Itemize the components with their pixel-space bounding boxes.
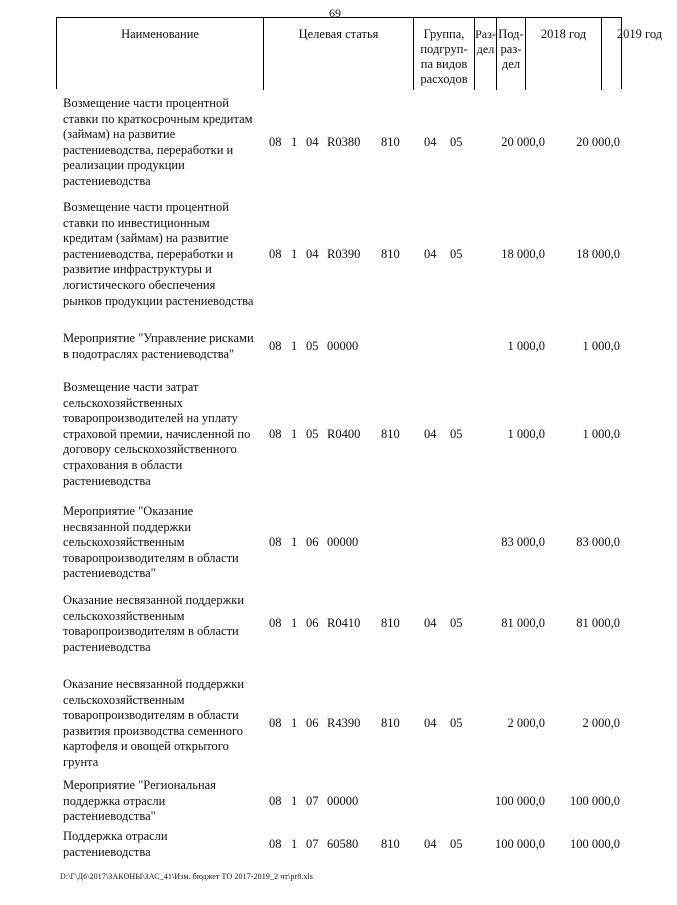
row-name-line: Возмещение части затрат [63, 380, 199, 394]
code-subprogram: 1 [291, 535, 298, 549]
row-name-line: несвязанной поддержки [63, 519, 192, 534]
row-name [63, 829, 263, 860]
row-name-line: сельскохозяйственным [63, 535, 185, 550]
code-event: 05 [306, 427, 319, 441]
row-name-line: растениеводства" [63, 566, 156, 581]
header-group [414, 18, 475, 90]
header-podrazdel-line: Под- [498, 27, 524, 41]
row-name-line: картофеля и овощей открытого [63, 739, 229, 754]
razdel: 04 [424, 427, 437, 441]
code-subprogram: 1 [291, 247, 298, 261]
expense-group: 810 [381, 837, 400, 851]
razdel: 04 [424, 837, 437, 851]
row-name-line: Мероприятие "Управление рисками [63, 331, 254, 345]
code-direction: 60580 [327, 837, 359, 851]
row-name-line: развития производства семенного [63, 723, 244, 738]
row-name-line: растениеводства [63, 473, 151, 488]
code-event: 07 [306, 837, 319, 851]
row-name-line: товаропроизводителям в области [63, 624, 239, 639]
code-subprogram: 1 [291, 837, 298, 851]
row-name-line: сельскохозяйственным [63, 692, 185, 707]
code-subprogram: 1 [291, 794, 298, 808]
header-podrazdel-line: раз- [500, 42, 522, 56]
code-event: 06 [306, 616, 319, 630]
amount-2019: 20 000,0 [576, 135, 620, 149]
row-name-line: растениеводства, переработки и [63, 142, 234, 157]
code-program: 08 [269, 247, 282, 261]
code-subprogram: 1 [291, 427, 298, 441]
row-name-line: растениеводства [63, 639, 151, 654]
amount-2019: 18 000,0 [576, 247, 620, 261]
row-name-line: Мероприятие "Региональная [63, 778, 216, 792]
row-name-line: поддержка отрасли [63, 793, 166, 808]
row-name-line: рынков продукции растениеводства [63, 293, 254, 308]
code-program: 08 [269, 135, 282, 149]
amount-2019: 83 000,0 [576, 535, 620, 549]
table-row [0, 200, 640, 309]
amount-2019: 1 000,0 [582, 339, 620, 353]
code-event: 06 [306, 716, 319, 730]
amount-2018: 1 000,0 [507, 427, 545, 441]
amount-2018: 18 000,0 [501, 247, 545, 261]
table-header [56, 17, 663, 89]
table-row [0, 778, 640, 825]
page-number: 69 [329, 6, 341, 20]
row-name-line: страхования в области [63, 457, 183, 472]
file-path-footer: D:\Г\Д6\2017\ЗАКОНЫ\ЗАС_41\Изм. бюджет ТО 2017-2019_2 чт\pr8.xls [60, 872, 314, 881]
code-subprogram: 1 [291, 339, 298, 353]
header-podrazdel [497, 18, 526, 90]
amount-2018: 2 000,0 [507, 716, 545, 730]
code-direction: 00000 [327, 535, 359, 549]
row-name-line: логистического обеспечения [63, 277, 216, 292]
amount-2018: 20 000,0 [501, 135, 545, 149]
code-direction: R4390 [327, 716, 361, 730]
code-program: 08 [269, 837, 282, 851]
header-group-line: подгруп- [420, 42, 468, 56]
razdel: 04 [424, 616, 437, 630]
code-program: 08 [269, 616, 282, 630]
table-row [0, 331, 640, 362]
table-row [0, 504, 640, 582]
row-name-line: в подотраслях растениеводства" [63, 346, 235, 361]
code-event: 07 [306, 794, 319, 808]
row-name-line: сельскохозяйственным [63, 608, 185, 623]
row-name-line: Оказание несвязанной поддержки [63, 677, 245, 691]
code-program: 08 [269, 794, 282, 808]
podrazdel: 05 [450, 716, 463, 730]
row-name-line: Возмещение части процентной [63, 96, 229, 110]
row-name-line: договору сельскохозяйственного [63, 442, 237, 457]
code-program: 08 [269, 535, 282, 549]
header-name: Наименование [57, 18, 264, 90]
table-row [0, 593, 640, 655]
razdel: 04 [424, 247, 437, 261]
row-name-line: Мероприятие "Оказание [63, 504, 194, 518]
code-event: 04 [306, 135, 319, 149]
podrazdel: 05 [450, 427, 463, 441]
amount-2019: 100 000,0 [570, 837, 620, 851]
table-row [0, 96, 640, 190]
header-razdel-line: Раз- [475, 27, 496, 41]
amount-2019: 1 000,0 [582, 427, 620, 441]
amount-2018: 100 000,0 [495, 837, 545, 851]
row-name [63, 380, 263, 489]
code-event: 04 [306, 247, 319, 261]
podrazdel: 05 [450, 247, 463, 261]
row-name-line: Оказание несвязанной поддержки [63, 593, 245, 607]
podrazdel: 05 [450, 135, 463, 149]
row-name [63, 96, 263, 190]
row-name [63, 331, 263, 362]
header-group-line: расходов [420, 72, 468, 86]
expense-group: 810 [381, 616, 400, 630]
row-name-line: сельскохозяйственных [63, 395, 183, 410]
header-2019: 2019 год [616, 27, 663, 41]
code-program: 08 [269, 339, 282, 353]
header-group-line: па видов [420, 57, 468, 71]
code-subprogram: 1 [291, 135, 298, 149]
row-name [63, 778, 263, 825]
header-2018: 2018 год [526, 18, 602, 90]
amount-2019: 100 000,0 [570, 794, 620, 808]
row-name-line: Возмещение части процентной [63, 200, 229, 214]
header-razdel-line: дел [476, 42, 495, 56]
code-event: 06 [306, 535, 319, 549]
razdel: 04 [424, 135, 437, 149]
code-direction: R0410 [327, 616, 361, 630]
code-program: 08 [269, 716, 282, 730]
amount-2018: 100 000,0 [495, 794, 545, 808]
expense-group: 810 [381, 135, 400, 149]
row-name-line: товаропроизводителям в области [63, 708, 239, 723]
table-row [0, 380, 640, 489]
code-program: 08 [269, 427, 282, 441]
amount-2018: 1 000,0 [507, 339, 545, 353]
row-name-line: растениеводства" [63, 809, 156, 824]
code-event: 05 [306, 339, 319, 353]
row-name-line: развитие инфраструктуры и [63, 262, 212, 277]
table-row [0, 829, 640, 860]
amount-2019: 81 000,0 [576, 616, 620, 630]
row-name-line: грунта [63, 754, 99, 769]
code-direction: 00000 [327, 339, 359, 353]
row-name-line: растениеводства [63, 173, 151, 188]
razdel: 04 [424, 716, 437, 730]
table-row [0, 677, 640, 771]
expense-group: 810 [381, 716, 400, 730]
row-name-line: товаропроизводителей на уплату [63, 411, 238, 426]
row-name-line: ставки по краткосрочным кредитам [63, 111, 253, 126]
amount-2018: 81 000,0 [501, 616, 545, 630]
amount-2018: 83 000,0 [501, 535, 545, 549]
amount-2019: 2 000,0 [582, 716, 620, 730]
code-direction: R0380 [327, 135, 361, 149]
row-name-line: ставки по инвестиционным [63, 215, 210, 230]
code-direction: R0390 [327, 247, 361, 261]
row-name-line: страховой премии, начисленной по [63, 426, 251, 441]
row-name [63, 504, 263, 582]
header-target: Целевая статья [264, 18, 414, 90]
row-name-line: кредитам (займам) на развитие [63, 231, 229, 246]
row-name-line: растениеводства [63, 844, 151, 859]
header-podrazdel-line: дел [501, 57, 521, 71]
code-subprogram: 1 [291, 716, 298, 730]
header-razdel [475, 18, 497, 90]
expense-group: 810 [381, 247, 400, 261]
code-direction: R0400 [327, 427, 361, 441]
row-name-line: реализации продукции [63, 158, 185, 173]
row-name-line: (займам) на развитие [63, 127, 176, 142]
podrazdel: 05 [450, 837, 463, 851]
row-name-line: растениеводства, переработки и [63, 246, 234, 261]
code-subprogram: 1 [291, 616, 298, 630]
row-name-line: товаропроизводителям в области [63, 550, 239, 565]
row-name [63, 677, 263, 771]
podrazdel: 05 [450, 616, 463, 630]
row-name-line: Поддержка отрасли [63, 829, 168, 843]
header-group-line: Группа, [423, 27, 465, 41]
row-name [63, 593, 263, 655]
expense-group: 810 [381, 427, 400, 441]
code-direction: 00000 [327, 794, 359, 808]
row-name [63, 200, 263, 309]
